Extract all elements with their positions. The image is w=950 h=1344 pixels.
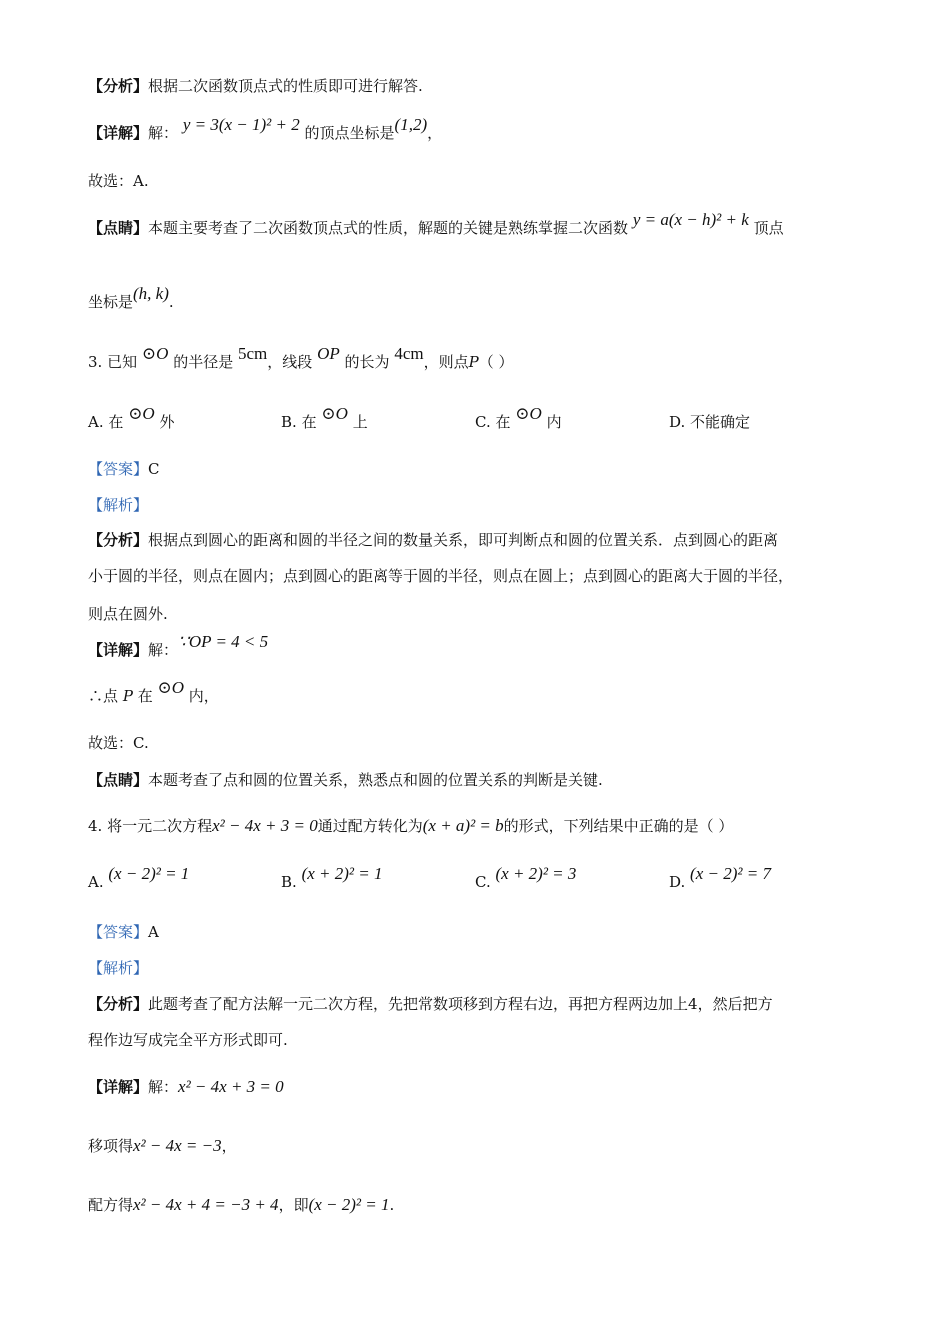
- q3-option-a: [88, 404, 175, 432]
- q4-step1: [88, 1136, 237, 1156]
- option-letter: A.: [88, 413, 104, 431]
- text: 上: [352, 413, 368, 431]
- circle-symbol: ⊙O: [157, 678, 185, 697]
- equation: x² − 4x + 3 = 0: [178, 1077, 284, 1096]
- q3-detail: [88, 632, 269, 660]
- text: ，即: [278, 1196, 309, 1214]
- q2-comment-line2: [88, 284, 174, 312]
- option-letter: D.: [669, 873, 686, 891]
- q4-solution-label: 【解析】: [88, 959, 149, 977]
- equation: (1,2): [394, 115, 428, 134]
- text: 本题考查了点和圆的位置关系，熟悉点和圆的位置关系的判断是关键.: [148, 771, 603, 789]
- equation: (x − 2)² = 1: [308, 1195, 390, 1214]
- answer-label: 【答案】: [88, 460, 149, 478]
- text: ，则点: [423, 353, 469, 371]
- text: .: [389, 1196, 395, 1214]
- equation: (x − 2)² = 1: [108, 864, 190, 883]
- label: 【详解】: [88, 1078, 149, 1096]
- q2-detail: [88, 115, 443, 143]
- label: 【分析】: [88, 77, 149, 95]
- equation: y = 3(x − 1)² + 2: [182, 115, 300, 134]
- text: 在: [108, 413, 124, 431]
- label: 【详解】: [88, 124, 149, 142]
- equation: (h, k): [133, 284, 169, 303]
- text: 顶点: [753, 219, 784, 237]
- segment-symbol: OP: [317, 344, 340, 363]
- text: 外: [159, 413, 175, 431]
- q4-detail: [88, 1077, 284, 1097]
- text: 解：: [148, 124, 179, 142]
- text: 解：: [148, 1078, 179, 1096]
- equation: ∵OP = 4 < 5: [178, 632, 269, 651]
- label: 【点睛】: [88, 219, 149, 237]
- answer-value: A: [148, 923, 159, 941]
- q4-stem: [88, 816, 733, 836]
- text: 解：: [148, 641, 179, 659]
- length-value: 4cm: [394, 344, 424, 363]
- text: 已知: [107, 353, 138, 371]
- text: 的半径是: [173, 353, 234, 371]
- q4-option-d: [669, 864, 771, 892]
- text: 通过配方转化为: [317, 817, 423, 835]
- equation: (x + a)² = b: [422, 816, 504, 835]
- text: 在: [137, 687, 153, 705]
- therefore-symbol: ∴: [88, 687, 104, 705]
- text: 本题主要考查了二次函数顶点式的性质，解题的关键是熟练掌握二次函数: [148, 219, 629, 237]
- answer-label: 【答案】: [88, 923, 149, 941]
- text: 的长为: [344, 353, 390, 371]
- option-letter: C.: [475, 413, 491, 431]
- text: 内: [546, 413, 562, 431]
- equation: (x + 2)² = 3: [495, 864, 577, 883]
- text: 配方得: [88, 1196, 134, 1214]
- option-letter: B.: [281, 873, 297, 891]
- equation: x² − 4x + 4 = −3 + 4: [133, 1195, 279, 1214]
- option-letter: D.: [669, 413, 686, 431]
- q3-comment: [88, 770, 603, 790]
- label: 【分析】: [88, 995, 149, 1013]
- q3-answer: [88, 459, 160, 479]
- equation: (x − 2)² = 7: [690, 864, 771, 883]
- text: 在: [495, 413, 511, 431]
- option-letter: A.: [88, 873, 104, 891]
- q4-option-a: [88, 864, 190, 892]
- point-symbol: P: [468, 353, 479, 371]
- answer-value: C: [148, 460, 160, 478]
- q4-answer: [88, 922, 159, 942]
- analysis-text: 根据二次函数顶点式的性质即可进行解答.: [148, 77, 423, 95]
- circle-symbol: ⊙O: [321, 404, 348, 423]
- text: 将一元二次方程: [107, 817, 213, 835]
- label: 【点睛】: [88, 771, 149, 789]
- q2-comment: [88, 210, 784, 238]
- equation: (x + 2)² = 1: [301, 864, 383, 883]
- q4-analysis-line2: 程作边写成完全平方形式即可.: [88, 1031, 288, 1049]
- circle-symbol: ⊙O: [515, 404, 542, 423]
- text: 此题考查了配方法解一元二次方程，先把常数项移到方程右边，再把方程两边加上4，然后把方: [148, 995, 773, 1013]
- text: 点: [103, 687, 119, 705]
- radius-value: 5cm: [238, 344, 268, 363]
- text: ，: [221, 1137, 237, 1155]
- equation: x² − 4x = −3: [133, 1136, 222, 1155]
- point-symbol: P: [122, 687, 133, 705]
- option-letter: B.: [281, 413, 297, 431]
- q3-analysis-line2: 小于圆的半径，则点在圆内；点到圆心的距离等于圆的半径，则点在圆上；点到圆心的距离大于圆的半径，: [88, 567, 794, 585]
- q3-analysis-line3: 则点在圆外.: [88, 605, 168, 623]
- q3-conclusion: 故选：C.: [88, 734, 149, 752]
- q2-analysis: [88, 76, 423, 96]
- q4-option-b: [281, 864, 383, 892]
- option-letter: C.: [475, 873, 491, 891]
- text: 在: [301, 413, 317, 431]
- text: ，线段: [267, 353, 313, 371]
- circle-symbol: ⊙O: [141, 344, 169, 363]
- q3-therefore: [88, 678, 219, 706]
- question-number: 4.: [88, 817, 103, 835]
- q4-step2: [88, 1195, 394, 1215]
- text: 根据点到圆心的距离和圆的半径之间的数量关系，即可判断点和圆的位置关系．点到圆心的距离: [148, 531, 779, 549]
- circle-symbol: ⊙O: [128, 404, 155, 423]
- q4-analysis: [88, 994, 773, 1014]
- answer-paren: （ ）: [478, 353, 514, 371]
- q3-analysis: [88, 530, 778, 550]
- text: 内，: [188, 687, 219, 705]
- text: 的形式，下列结果中正确的是（ ）: [503, 817, 734, 835]
- text: 坐标是: [88, 293, 134, 311]
- q3-solution-label: 【解析】: [88, 496, 149, 514]
- q3-option-b: [281, 404, 368, 432]
- text: 不能确定: [690, 413, 751, 431]
- label: 【分析】: [88, 531, 149, 549]
- text: ，: [427, 124, 443, 142]
- q4-option-c: [475, 864, 577, 892]
- label: 【详解】: [88, 641, 149, 659]
- equation: y = a(x − h)² + k: [632, 210, 749, 229]
- q3-option-c: [475, 404, 562, 432]
- q3-stem: [88, 344, 514, 372]
- q2-conclusion: 故选：A.: [88, 172, 149, 190]
- question-number: 3.: [88, 353, 103, 371]
- text: 的顶点坐标是: [304, 124, 395, 142]
- text: .: [168, 293, 174, 311]
- q3-option-d: [669, 412, 750, 432]
- text: 移项得: [88, 1137, 134, 1155]
- equation: x² − 4x + 3 = 0: [212, 816, 318, 835]
